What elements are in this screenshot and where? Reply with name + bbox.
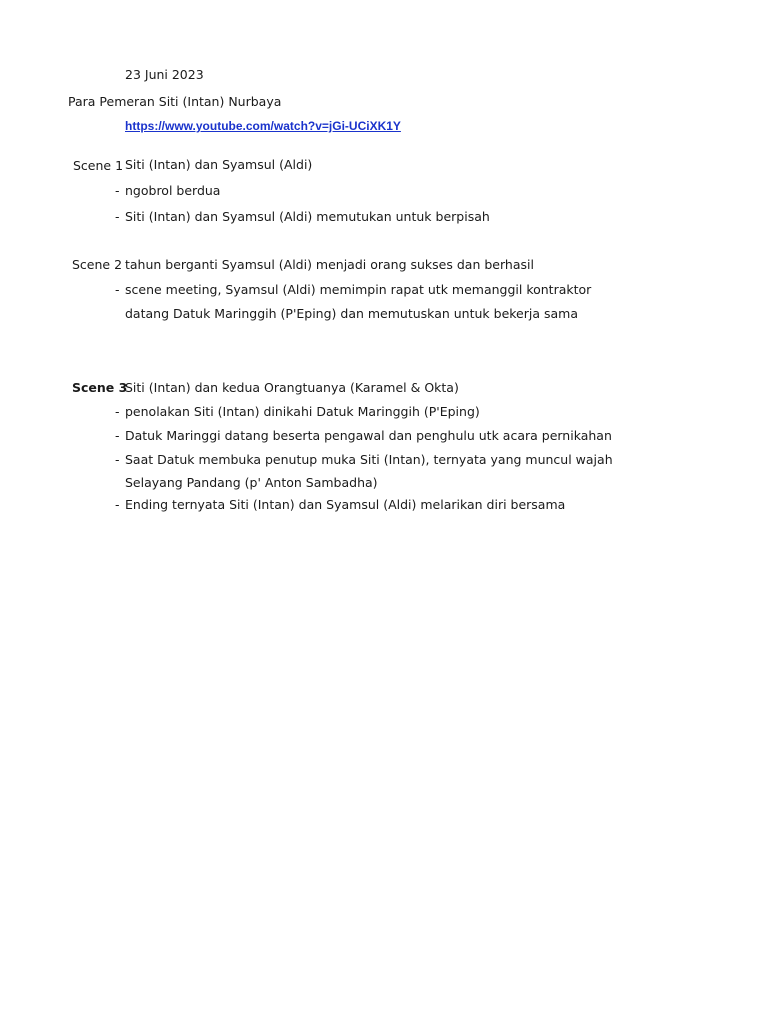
scene-3-item-4: Selayang Pandang (p' Anton Sambadha) [125,475,378,490]
list-bullet: - [115,497,120,512]
list-bullet: - [115,209,120,224]
list-bullet: - [115,452,120,467]
document-title: Para Pemeran Siti (Intan) Nurbaya [68,94,282,109]
scene-1-label: Scene 1 [73,158,124,173]
scene-2-item-1: scene meeting, Syamsul (Aldi) memimpin rapat utk memanggil kontraktor [125,282,592,297]
document-date: 23 Juni 2023 [125,67,204,82]
list-bullet: - [115,282,120,297]
youtube-link[interactable]: https://www.youtube.com/watch?v=jGi-UCiXK1Y [125,119,401,133]
scene-2-label: Scene 2 [72,257,123,272]
scene-1-item-1: ngobrol berdua [125,183,221,198]
scene-3-item-3: Saat Datuk membuka penutup muka Siti (Intan), ternyata yang muncul wajah [125,452,613,467]
scene-1-item-2: Siti (Intan) dan Syamsul (Aldi) memutukan untuk berpisah [125,209,490,224]
scene-1-heading: Siti (Intan) dan Syamsul (Aldi) [125,157,313,172]
scene-2-item-2: datang Datuk Maringgih (P'Eping) dan memutuskan untuk bekerja sama [125,306,578,321]
scene-3-item-5: Ending ternyata Siti (Intan) dan Syamsul (Aldi) melarikan diri bersama [125,497,566,512]
scene-3-label: Scene 3 [72,380,128,395]
list-bullet: - [115,428,120,443]
scene-2-heading: tahun berganti Syamsul (Aldi) menjadi orang sukses dan berhasil [125,257,534,272]
scene-3-heading: Siti (Intan) dan kedua Orangtuanya (Karamel & Okta) [125,380,459,395]
scene-3-item-2: Datuk Maringgi datang beserta pengawal dan penghulu utk acara pernikahan [125,428,612,443]
list-bullet: - [115,404,120,419]
scene-3-item-1: penolakan Siti (Intan) dinikahi Datuk Maringgih (P'Eping) [125,404,480,419]
list-bullet: - [115,183,120,198]
